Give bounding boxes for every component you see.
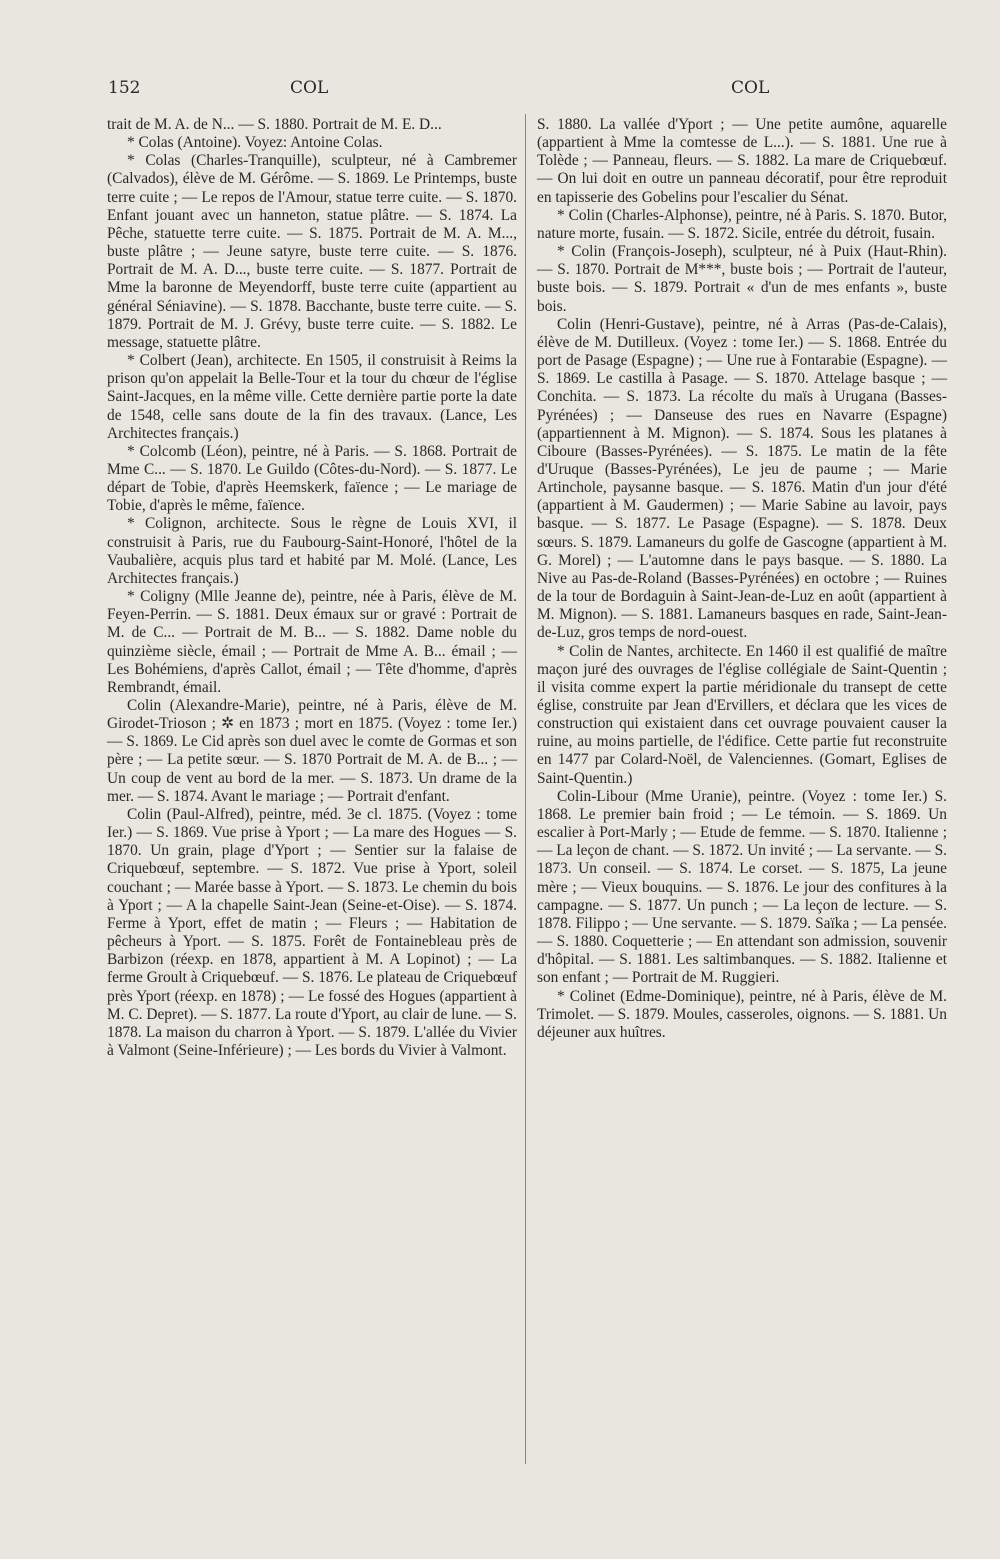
left-running-head: COL xyxy=(290,78,329,98)
entry-paragraph: * Colignon, architecte. Sous le règne de Louis XVI, il construisit à Paris, rue du Faubourg-Saint-Honoré, l'hôtel de la Vaubalière, acquis plus tard et habité par M. Molé. (Lance, Les Architectes français.) xyxy=(107,515,517,587)
entry-paragraph: Colin (Alexandre-Marie), peintre, né à Paris, élève de M. Girodet-Trioson ; ✲ en 1873 ; mort en 1875. (Voyez : tome Ier.) — S. 1869. Le Cid après son duel avec le comte de Gormas et son père ; — La petite sœur. — S. 1870 Portrait de M. A. de B... ; — Un coup de vent au bord de la mer. — S. 1873. Un drame de la mer. — S. 1874. Avant le mariage ; — Portrait d'enfant. xyxy=(107,697,517,805)
entry-paragraph: S. 1880. La vallée d'Yport ; — Une petite aumône, aquarelle (appartient à Mme la comtesse de L...). — S. 1881. Une rue à Tolède ; — Panneau, fleurs. — S. 1882. La mare de Criquebœuf. — On lui doit en outre un panneau décoratif, pour être reproduit en tapisserie des Gobelins pour l'escalier du Sénat. xyxy=(537,116,947,206)
left-column xyxy=(107,116,517,1060)
entry-paragraph: * Colin (Charles-Alphonse), peintre, né à Paris. S. 1870. Butor, nature morte, fusain. — S. 1872. Sicile, entrée du détroit, fusain. xyxy=(537,206,947,242)
entry-paragraph: * Colbert (Jean), architecte. En 1505, il construisit à Reims la prison qu'on appelait la Belle-Tour et la tour du chœur de l'église Saint-Jacques, en la même ville. Cette dernière partie porte la date de 1548, celle sans doute de la fin des travaux. (Lance, Les Architectes français.) xyxy=(107,352,517,442)
right-running-head: COL xyxy=(731,78,770,98)
entry-paragraph: Colin (Henri-Gustave), peintre, né à Arras (Pas-de-Calais), élève de M. Dutilleux. (Voyez : tome Ier.) — S. 1868. Entrée du port de Pasage (Espagne) ; — Une rue à Fontarabie (Espagne). — S. 1869. Le castilla à Pasage. — S. 1870. Attelage basque ; — Conchita. — S. 1873. La récolte du maïs à Urugana (Basses-Pyrénées) ; — Danseuse des rues en Navarre (Espagne) (appartiennent à M. Mignon). — S. 1874. Sous les platanes à Ciboure (Basses-Pyrénées). — S. 1875. Le matin de la fête d'Uruque (Basses-Pyrénées), Le jeu de paume ; — Marie Artinchole, paysanne basque. — S. 1876. Matin d'un jour d'été (appartient à M. Gaudermen) ; — Marie Sabine au lavoir, pays basque. — S. 1877. Le Pasage (Espagne). — S. 1878. Deux sœurs. S. 1879. Lamaneurs du golfe de Gascogne (appartient à M. G. Morel) ; — L'automne dans le pays basque. — S. 1880. La Nive au Pas-de-Roland (Basses-Pyrénées) en octobre ; — Ruines de la tour de Bordaguin à Saint-Jean-de-Luz en août (appartient à M. Mignon). — S. 1881. Lamaneurs basques en rade, Saint-Jean-de-Luz, gros temps de nord-ouest. xyxy=(537,315,947,642)
running-header xyxy=(0,78,1000,102)
entry-paragraph: * Colcomb (Léon), peintre, né à Paris. — S. 1868. Portrait de Mme C... — S. 1870. Le Guildo (Côtes-du-Nord). — S. 1877. Le départ de Tobie, d'après Heemskerk, faïence ; — Le mariage de Tobie, d'après le même, faïence. xyxy=(107,442,517,515)
entry-paragraph: * Colinet (Edme-Dominique), peintre, né à Paris, élève de M. Trimolet. — S. 1879. Moules, casseroles, oignons. — S. 1881. Un déjeuner aux huîtres. xyxy=(537,987,947,1041)
entry-paragraph: * Colas (Charles-Tranquille), sculpteur, né à Cambremer (Calvados), élève de M. Gérôme. — S. 1869. Le Printemps, buste terre cuite ; — Le repos de l'Amour, statue terre cuite. — S. 1870. Enfant jouant avec un hanneton, statue plâtre. — S. 1874. La Pêche, statuette terre cuite. — S. 1875. Portrait de M. A. M..., buste plâtre ; — Jeune satyre, buste terre cuite. — S. 1876. Portrait de M. A. D..., buste terre cuite. — S. 1877. Portrait de Mme la baronne de Meyendorff, buste terre cuite (appartient au général Séniavine). — S. 1878. Bacchante, buste terre cuite. — S. 1879. Portrait de M. J. Grévy, buste terre cuite. — S. 1882. Le message, statuette plâtre. xyxy=(107,152,517,351)
entry-paragraph: * Coligny (Mlle Jeanne de), peintre, née à Paris, élève de M. Feyen-Perrin. — S. 1881. Deux émaux sur or gravé : Portrait de M. de C... — Portrait de M. B... — S. 1882. Dame noble du quinzième siècle, émail ; — Portrait de Mme A. B... émail ; — Les Bohémiens, d'après Callot, émail ; — Tête d'homme, d'après Rembrandt, émail. xyxy=(107,588,517,696)
entry-paragraph: trait de M. A. de N... — S. 1880. Portrait de M. E. D... xyxy=(107,116,442,133)
entry-paragraph: * Colas (Antoine). Voyez: Antoine Colas. xyxy=(127,134,383,152)
entry-paragraph: Colin-Libour (Mme Uranie), peintre. (Voyez : tome Ier.) S. 1868. Le premier bain froid ; — Le témoin. — S. 1869. Un escalier à Port-Marly ; — Etude de femme. — S. 1870. Italienne ; — La leçon de chant. — S. 1872. Un invité ; — La servante. — S. 1873. Un conseil. — S. 1874. Le corset. — S. 1875, La jeune mère ; — Vieux bouquins. — S. 1876. Le jour des confitures à la campagne. — S. 1877. Un punch ; — La leçon de lecture. — S. 1878. Filippo ; — Une servante. — S. 1879. Saïka ; — La pensée. — S. 1880. Coquetterie ; — En attendant son admission, souvenir d'hôpital. — S. 1881. Les saltimbanques. — S. 1882. Italienne et son enfant ; — Portrait de M. Ruggieri. xyxy=(537,787,947,987)
entry-paragraph: * Colin de Nantes, architecte. En 1460 il est qualifié de maître maçon juré des ouvrages de l'église collégiale de Saint-Quentin ; il visita comme expert la partie méridionale du transept de cette église, construite par Jean d'Ervillers, et déclara que les vices de construction qui existaient dans cet ouvrage pouvaient causer la ruine, au moins partielle, de l'édifice. Cette partie fut reconstruite en 1477 par Colard-Noël, de Valenciennes. (Gomart, Eglises de Saint-Quentin.) xyxy=(537,642,947,787)
entry-paragraph: * Colin (François-Joseph), sculpteur, né à Puix (Haut-Rhin). — S. 1870. Portrait de M***, buste bois ; — Portrait de l'auteur, buste bois. — S. 1879. Portrait « d'un de mes enfants », buste bois. xyxy=(537,243,947,315)
entry-paragraph: Colin (Paul-Alfred), peintre, méd. 3e cl. 1875. (Voyez : tome Ier.) — S. 1869. Vue prise à Yport ; — La mare des Hogues — S. 1870. Un grain, plage d'Yport ; — Sentier sur la falaise de Criquebœuf, septembre. — S. 1872. Vue prise à Yport, soleil couchant ; — Marée basse à Yport. — S. 1873. Le chemin du bois à Yport ; — A la chapelle Saint-Jean (Seine-et-Oise). — S. 1874. Ferme à Yport, effet de matin ; — Fleurs ; — Habitation de pêcheurs à Yport. — S. 1875. Forêt de Fontainebleau près de Barbizon (réexp. en 1878, appartient à M. A Lopinot) ; — La ferme Groult à Criquebœuf. — S. 1876. Le plateau de Criquebœuf près Yport (réexp. en 1878) ; — Le fossé des Hogues (appartient à M. C. Depret). — S. 1877. La route d'Yport, au clair de lune. — S. 1878. La maison du charron à Yport. — S. 1879. L'allée du Vivier à Valmont (Seine-Inférieure) ; — Les bords du Vivier à Valmont. xyxy=(107,805,517,1059)
right-column xyxy=(537,116,947,1042)
column-divider xyxy=(525,114,526,1464)
page-number: 152 xyxy=(108,78,141,98)
